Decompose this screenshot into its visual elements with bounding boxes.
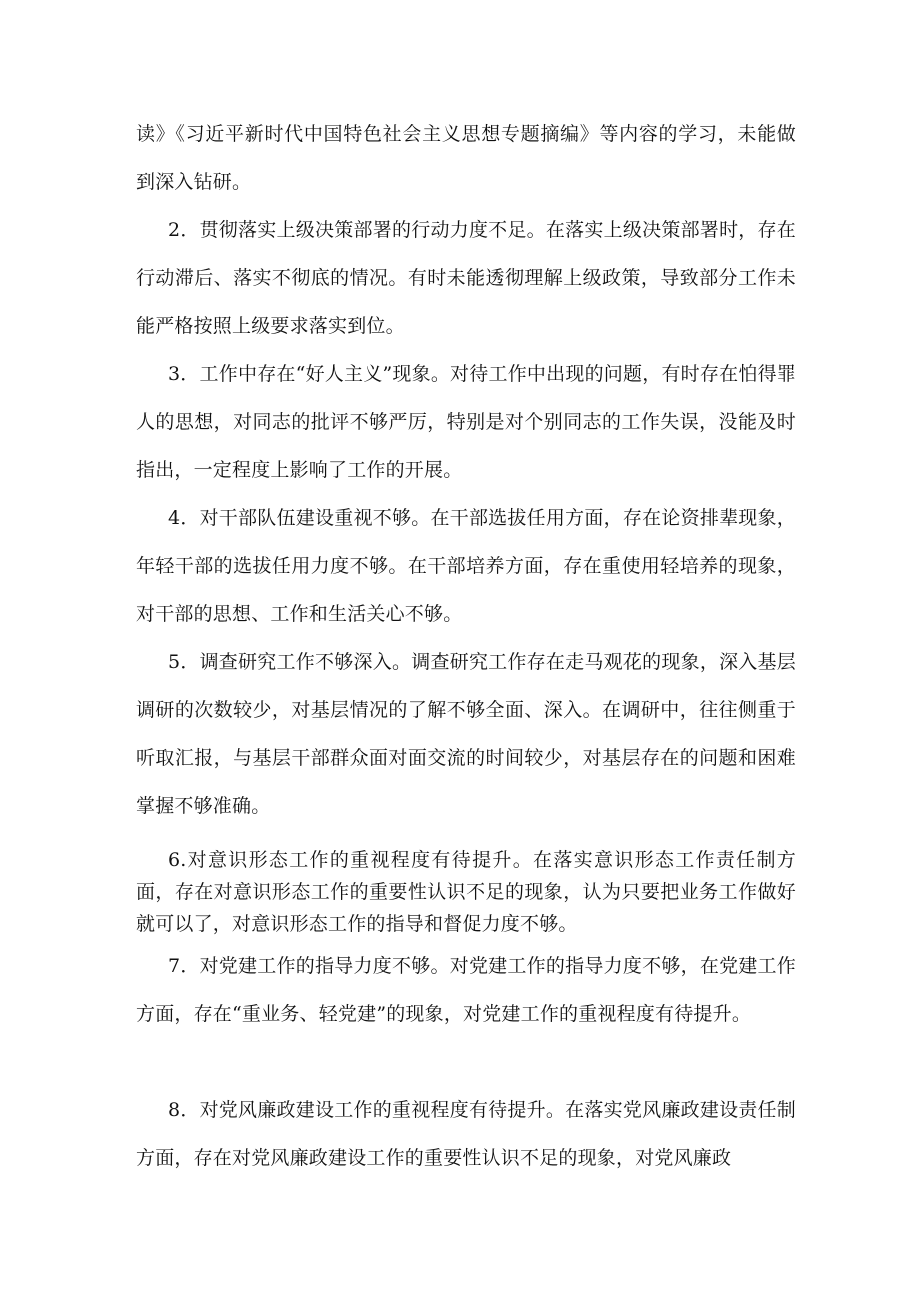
paragraph-item-2: 2．贯彻落实上级决策部署的行动力度不足。在落实上级决策部署时，存在行动滞后、落实不彻底的情况。有时未能透彻理解上级政策，导致部分工作未能严格按照上级要求落实到位。: [136, 219, 796, 337]
paragraph-item-7: 7．对党建工作的指导力度不够。对党建工作的指导力度不够，在党建工作方面，存在“重业务、轻党建”的现象，对党建工作的重视程度有待提升。: [136, 955, 796, 1025]
paragraph-item-3: 3．工作中存在“好人主义”现象。对待工作中出现的问题，有时存在怕得罪人的思想，对同志的批评不够严厉，特别是对个别同志的工作失误，没能及时指出，一定程度上影响了工作的开展。: [136, 363, 796, 481]
paragraph-item-8: 8．对党风廉政建设工作的重视程度有待提升。在落实党风廉政建设责任制方面，存在对党风廉政建设工作的重要性认识不足的现象，对党风廉政: [136, 1099, 796, 1169]
paragraph-continuation: 读》《习近平新时代中国特色社会主义思想专题摘编》等内容的学习，未能做到深入钻研。: [136, 123, 796, 193]
paragraph-item-6: 6.对意识形态工作的重视程度有待提升。在落实意识形态工作责任制方面，存在对意识形态工作的重要性认识不足的现象，认为只要把业务工作做好就可以了，对意识形态工作的指导和督促力度不够。: [136, 849, 796, 935]
paragraph-item-5: 5．调查研究工作不够深入。调查研究工作存在走马观花的现象，深入基层调研的次数较少，对基层情况的了解不够全面、深入。在调研中，往往侧重于听取汇报，与基层干部群众面对面交流的时间较少，对基层存在的问题和困难掌握不够准确。: [136, 651, 796, 817]
paragraph-item-4: 4．对干部队伍建设重视不够。在干部选拔任用方面，存在论资排辈现象，年轻干部的选拔任用力度不够。在干部培养方面，存在重使用轻培养的现象，对干部的思想、工作和生活关心不够。: [136, 507, 796, 625]
